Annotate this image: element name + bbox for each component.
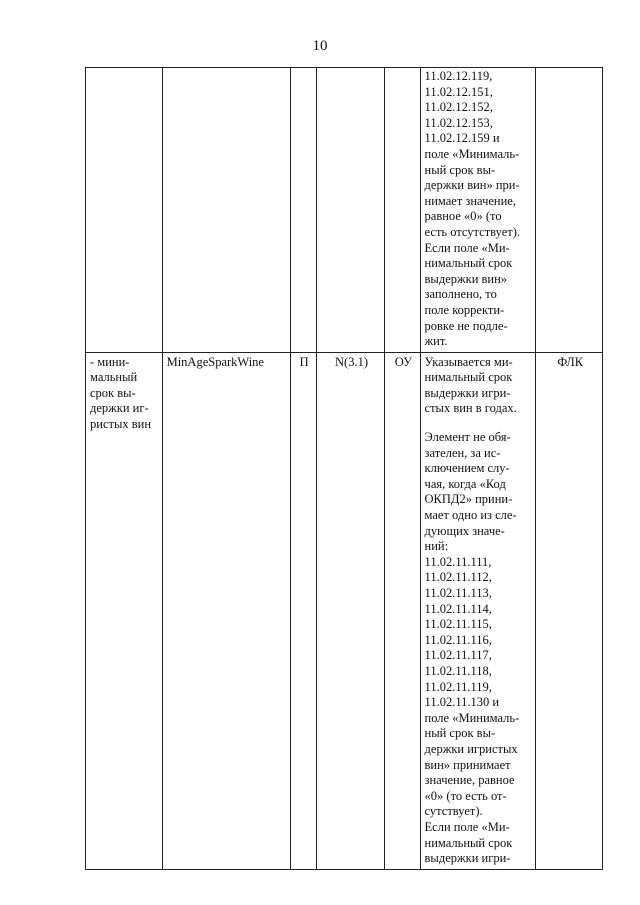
cell-description-continuation [420, 68, 536, 353]
description-line: 11.02.12.151, [424, 84, 493, 99]
element-name-line: держки иг- [90, 401, 149, 416]
description-line: жит. [424, 334, 448, 349]
description-line: 11.02.11.114, [424, 601, 492, 616]
description-line: выдержки игри- [424, 851, 511, 866]
description-line: 11.02.11.113, [424, 586, 492, 600]
cell-requirement-empty [290, 68, 316, 353]
table-row-continuation [86, 68, 603, 353]
description-line: есть отсутствует). [424, 224, 521, 239]
description-line: 11.02.12.159 и [424, 131, 500, 146]
description-line: Если поле «Ми- [424, 240, 510, 255]
description-line: равное «0» (то [424, 209, 502, 224]
cell-tag: MinAgeSparkWine [162, 352, 290, 869]
description-line: 11.02.11.115, [424, 617, 492, 632]
description-line: 11.02.12.153, [424, 115, 493, 130]
description-line: стых вин в годах. [424, 401, 517, 416]
description-line: 11.02.11.118, [424, 663, 492, 678]
element-name-line: - мини- [90, 354, 130, 369]
description-line: 11.02.11.117, [424, 648, 492, 663]
description-line: Элемент не обя- [424, 430, 511, 445]
cell-format: N(3.1) [316, 352, 385, 869]
description-line: дующих значе- [424, 523, 505, 538]
description-line: «0» (то есть от- [424, 788, 507, 803]
description-line: нимальный срок [424, 370, 513, 385]
cell-element-name [86, 352, 163, 869]
description-line: ключением слу- [424, 461, 510, 476]
description-line: нимальный срок [424, 835, 513, 850]
description-line: 11.02.11.116, [424, 632, 492, 647]
cell-tag-empty [162, 68, 290, 353]
cell-requirement: П [290, 352, 316, 869]
paragraph-gap [425, 417, 534, 430]
description-line: 11.02.12.152, [424, 100, 493, 115]
description-line: зателен, за ис- [424, 445, 501, 460]
cell-element-type: ОУ [385, 352, 420, 869]
description-line: выдержки игри- [424, 385, 511, 400]
cell-name-empty [86, 68, 163, 353]
description-line: 11.02.12.119, [424, 69, 493, 83]
description-line: мает одно из сле- [424, 508, 517, 523]
description-line: заполнено, то [424, 287, 497, 302]
description-line: 11.02.11.130 и [424, 695, 500, 710]
cell-type-empty [385, 68, 420, 353]
description-line: поле корректи- [424, 302, 505, 317]
description-line: 11.02.11.111, [424, 554, 492, 569]
description-line: Указывается ми- [424, 354, 513, 369]
description-line: ровке не подле- [424, 318, 508, 333]
description-line: значение, равное [424, 773, 515, 788]
cell-format-empty [316, 68, 385, 353]
description-line: нимает значение, [424, 193, 516, 208]
description-line: Если поле «Ми- [424, 819, 510, 834]
description-line: ОКПД2» прини- [424, 492, 513, 507]
description-line: нимальный срок [424, 256, 513, 271]
description-line: 11.02.11.119, [424, 679, 492, 694]
description-line: ный срок вы- [424, 726, 496, 741]
page-number: 10 [312, 38, 328, 54]
description-line: вин» принимает [424, 757, 511, 772]
cell-check-type: ФЛК [536, 352, 603, 869]
description-line: ный срок вы- [424, 162, 496, 177]
element-name-line: мальный [90, 370, 138, 385]
description-line: ний: [424, 539, 449, 554]
description-line: поле «Минималь- [424, 710, 520, 725]
description-line: чая, когда «Код [424, 476, 506, 491]
element-name-line: срок вы- [90, 385, 136, 400]
description-line: держки игристых [424, 741, 518, 756]
element-name-line: ристых вин [90, 417, 152, 432]
description-line: сутствует). [424, 804, 483, 819]
description-line: держки вин» при- [424, 178, 520, 193]
table-row-min-age-spark-wine [86, 352, 603, 869]
description-line: поле «Минималь- [424, 146, 520, 161]
document-table [85, 67, 603, 870]
cell-description [420, 352, 536, 869]
cell-check-empty [536, 68, 603, 353]
description-line: выдержки вин» [424, 271, 508, 286]
description-line: 11.02.11.112, [424, 570, 492, 585]
